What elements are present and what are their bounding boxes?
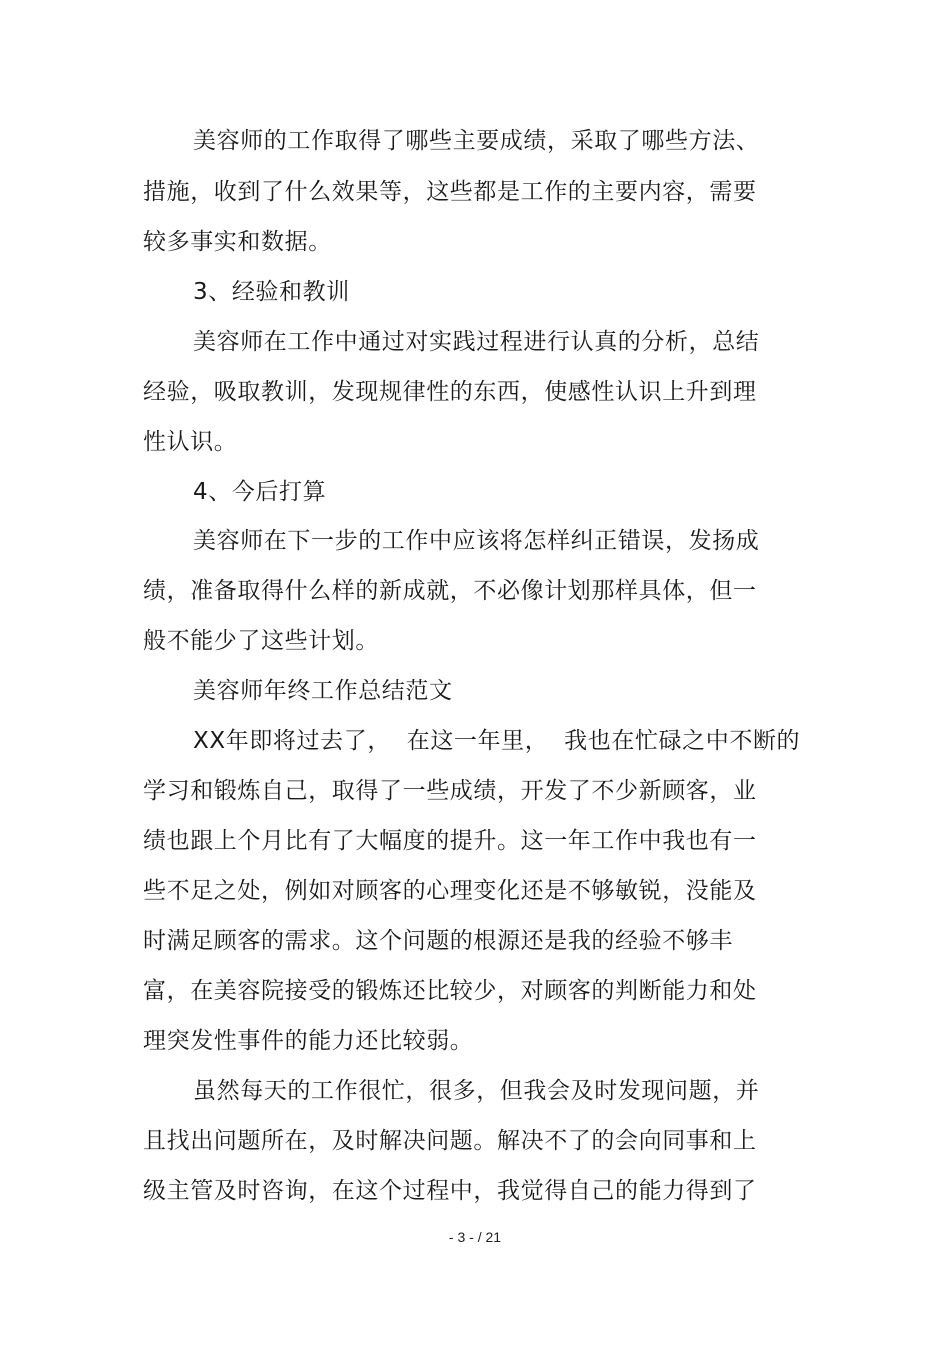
text-line: 级主管及时咨询，在这个过程中，我觉得自己的能力得到了 (143, 1178, 757, 1204)
section-heading: 4、今后打算 (193, 479, 327, 505)
text-line: 美容师在工作中通过对实践过程进行认真的分析，总结 (193, 329, 760, 355)
text-line: 富，在美容院接受的锻炼还比较少，对顾客的判断能力和处 (143, 978, 757, 1004)
text-line: 虽然每天的工作很忙，很多，但我会及时发现问题，并 (193, 1078, 760, 1104)
text-line: 性认识。 (143, 429, 238, 455)
text-line: 且找出问题所在，及时解决问题。解决不了的会向同事和上 (143, 1128, 757, 1154)
text-line: 理突发性事件的能力还比较弱。 (143, 1028, 474, 1054)
text-line: 学习和锻炼自己，取得了一些成绩，开发了不少新顾客，业 (143, 778, 757, 804)
text-line: 经验，吸取教训，发现规律性的东西，使感性认识上升到理 (143, 379, 757, 405)
section-heading: 3、经验和教训 (193, 279, 350, 305)
document-title: 美容师年终工作总结范文 (193, 678, 453, 704)
page-number: - 3 - / 21 (448, 1229, 502, 1245)
text-line: XX年即将过去了， 在这一年里， 我也在忙碌之中不断的 (193, 728, 801, 754)
text-line: 较多事实和数据。 (143, 229, 332, 255)
text-line: 些不足之处，例如对顾客的心理变化还是不够敏锐，没能及 (143, 878, 757, 904)
text-line: 美容师在下一步的工作中应该将怎样纠正错误，发扬成 (193, 528, 760, 554)
text-line: 时满足顾客的需求。这个问题的根源还是我的经验不够丰 (143, 928, 733, 954)
text-line: 措施，收到了什么效果等，这些都是工作的主要内容，需要 (143, 179, 757, 205)
text-line: 绩也跟上个月比有了大幅度的提升。这一年工作中我也有一 (143, 828, 757, 854)
text-line: 般不能少了这些计划。 (143, 628, 379, 654)
text-line: 绩，准备取得什么样的新成就，不必像计划那样具体，但一 (143, 578, 757, 604)
text-line: 美容师的工作取得了哪些主要成绩，采取了哪些方法、 (193, 128, 760, 154)
